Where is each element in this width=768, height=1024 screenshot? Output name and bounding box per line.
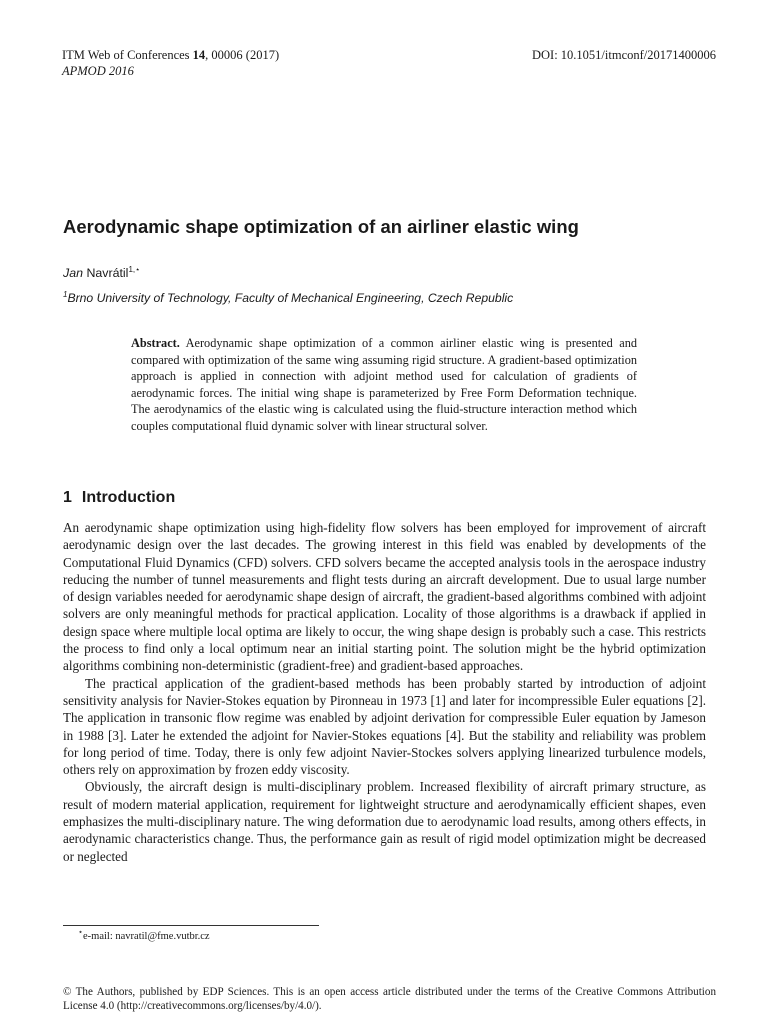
- journal-volume: 14: [192, 48, 206, 62]
- journal-line: [62, 47, 279, 63]
- section-number: 1: [63, 489, 72, 506]
- paragraph-3: Obviously, the aircraft design is multi-disciplinary problem. Increased flexibility of aircraft primary structure, as result of modern material application, requirement for lightweight structure and aerodynamically efficient shapes, even emphasizes the multi-disciplinary nature. The wing deformation due to aerodynamic load results, among others effects, in aerodynamic characteristics change. Thus, the performance gain as result of rigid model optimization might be decreased or neglected: [63, 779, 706, 864]
- author-last-name: Navrátil: [86, 266, 129, 280]
- footnote-rule: [63, 925, 319, 926]
- doi[interactable]: DOI: 10.1051/itmconf/20171400006: [531, 48, 716, 62]
- affiliation: [63, 291, 513, 305]
- abstract-label: Abstract.: [131, 336, 180, 350]
- venue-line: [62, 63, 279, 79]
- article-year: , 00006 (2017): [205, 48, 280, 62]
- section-heading: [63, 489, 175, 507]
- body-text: [63, 519, 706, 865]
- affiliation-text: Brno University of Technology, Faculty of Mechanical Engineering, Czech Republic: [67, 291, 514, 305]
- section-title: Introduction: [81, 489, 176, 506]
- paper-title: Aerodynamic shape optimization of an airliner elastic wing: [63, 216, 579, 237]
- running-header-left: [62, 47, 279, 79]
- author-marks: 1,⋆: [128, 264, 141, 274]
- abstract: [131, 335, 637, 435]
- author-first-name: Jan: [63, 266, 83, 280]
- journal-name: ITM Web of Conferences: [62, 48, 190, 62]
- affiliation-mark: 1: [63, 289, 68, 299]
- paragraph-1: An aerodynamic shape optimization using high-fidelity flow solvers has been employed for improvement of aircraft aerodynamic design over the last decades. The growing interest in this field was enabled by developments of the Computational Fluid Dynamics (CFD) solvers. CFD solvers became the accepted analysis tools in the aerospace industry reducing the number of tunnel measurements and flight tests during an aircraft development. Due to usual large number of design variables needed for aerodynamic shape design of aircraft, the gradient-based algorithms combined with adjoint solvers are only meaningful methods for practical application. Locality of those algorithms is a drawback if applied in design space where multiple local optima are likely to occur, the wing shape design is probably such a case. This restricts the process to find only a local optimum near an initial starting point. The solution might be the hybrid optimization algorithms combining non-deterministic (gradient-free) and gradient-based approaches.: [63, 520, 706, 674]
- abstract-text: Aerodynamic shape optimization of a common airliner elastic wing is presented and compared with optimization of the same wing assuming rigid structure. A gradient-based optimization approach is applied in connection with adjoint method used for calculation of gradients of aerodynamic forces. The initial wing shape is parameterized by Free Form Deformation technique. The aerodynamics of the elastic wing is calculated using the fluid-structure interaction method which couples computational fluid dynamic solver with linear structural solver.: [131, 336, 637, 433]
- venue-name: APMOD 2016: [62, 64, 134, 78]
- footnote-mark: ⋆: [78, 927, 84, 937]
- license-note: © The Authors, published by EDP Sciences. This is an open access article distributed under the terms of the Creative Commons Attribution License 4.0 (http://creativecommons.org/licenses/by/4.0/).: [63, 986, 716, 1012]
- footnote-text[interactable]: e-mail: navratil@fme.vutbr.cz: [83, 931, 210, 942]
- footnote: [78, 927, 210, 943]
- author-line: [63, 266, 140, 280]
- paragraph-2: The practical application of the gradient-based methods has been probably started by introduction of adjoint sensitivity analysis for Navier-Stokes equation by Pironneau in 1973 [1] and later for incompressible Euler equations [2]. The application in transonic flow regime was enabled by adjoint derivation for compressible Euler equation by Jameson in 1988 [3]. Later he extended the adjoint for Navier-Stokes equations [4]. But the stability and reliability was problem for long period of time. Today, there is only few adjoint Navier-Stockes solvers applying linearized turbulence models, others rely on approximation by frozen eddy viscosity.: [63, 675, 706, 778]
